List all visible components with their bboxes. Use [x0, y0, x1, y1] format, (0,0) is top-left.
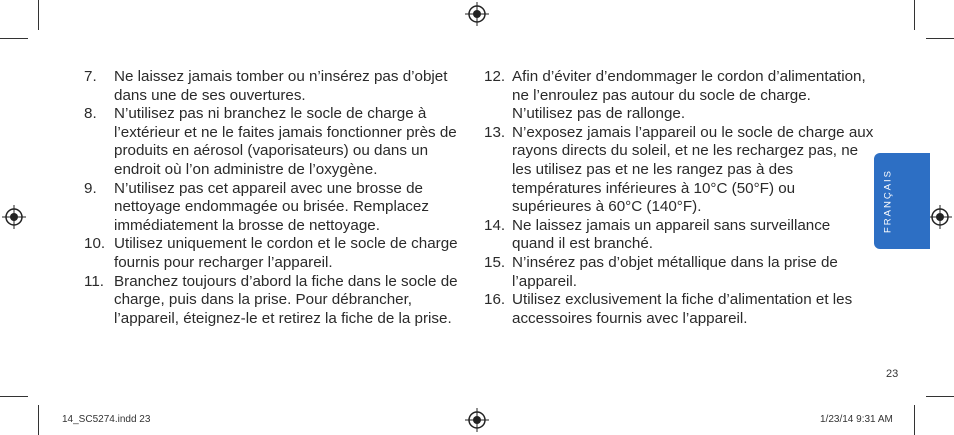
- right-column: [484, 68, 874, 328]
- crop-mark: [0, 38, 28, 39]
- footer-filename: 14_SC5274.indd 23: [62, 414, 151, 425]
- list-item: 11. Branchez toujours d’abord la fiche dans le socle de charge, puis dans la prise. Pour débrancher, l’appareil, éteignez-le et retirez la fiche de la prise.: [84, 272, 458, 327]
- crop-mark: [926, 396, 954, 397]
- list-item: 12. Afin d’éviter d’endommager le cordon d’alimentation, ne l’enroulez pas autour du socle de charge. N’utilisez pas de rallonge.: [484, 68, 866, 123]
- registration-mark-icon: [465, 2, 489, 26]
- registration-mark-icon: [2, 205, 26, 229]
- list-item: 14. Ne laissez jamais un appareil sans surveillance quand il est branché.: [484, 216, 831, 253]
- page-number: 23: [886, 368, 899, 380]
- crop-mark: [38, 405, 39, 435]
- language-tab-label: FRANÇAIS: [882, 168, 894, 234]
- registration-mark-icon: [928, 205, 952, 229]
- registration-mark-icon: [465, 408, 489, 432]
- footer-datetime: 1/23/14 9:31 AM: [820, 414, 893, 425]
- list-item: 8. N’utilisez pas ni branchez le socle de charge à l’extérieur et ne le faites jamais fonctionner près de produits en aérosol (vaporisateurs) ou dans un endroit où l’on administre de l’oxygène.: [84, 105, 457, 178]
- crop-mark: [914, 405, 915, 435]
- crop-mark: [926, 38, 954, 39]
- crop-mark: [0, 396, 28, 397]
- list-item: 16. Utilisez exclusivement la fiche d’alimentation et les accessoires fournis avec l’appareil.: [484, 291, 853, 327]
- crop-mark: [914, 0, 915, 30]
- left-column: [84, 68, 464, 328]
- language-tab: [874, 153, 930, 249]
- crop-mark: [38, 0, 39, 30]
- list-item: 10. Utilisez uniquement le cordon et le socle de charge fournis pour recharger l’appareil.: [84, 235, 458, 271]
- list-item: 9. N’utilisez pas cet appareil avec une brosse de nettoyage endommagée ou brisée. Remplacez immédiatement la brosse de nettoyage.: [84, 179, 429, 234]
- list-item: 7. Ne laissez jamais tomber ou n’insérez pas d’objet dans une de ses ouvertures.: [84, 68, 448, 104]
- list-item: 13. N’exposez jamais l’appareil ou le socle de charge aux rayons directs du soleil, et ne les rechargez pas, ne les utilisez pas et ne les rangez pas à des températures inférieures à 10°C (50°F) ou supérieures à 60°C (140°F).: [484, 123, 874, 216]
- list-item: 15. N’insérez pas d’objet métallique dans la prise de l’appareil.: [484, 253, 838, 290]
